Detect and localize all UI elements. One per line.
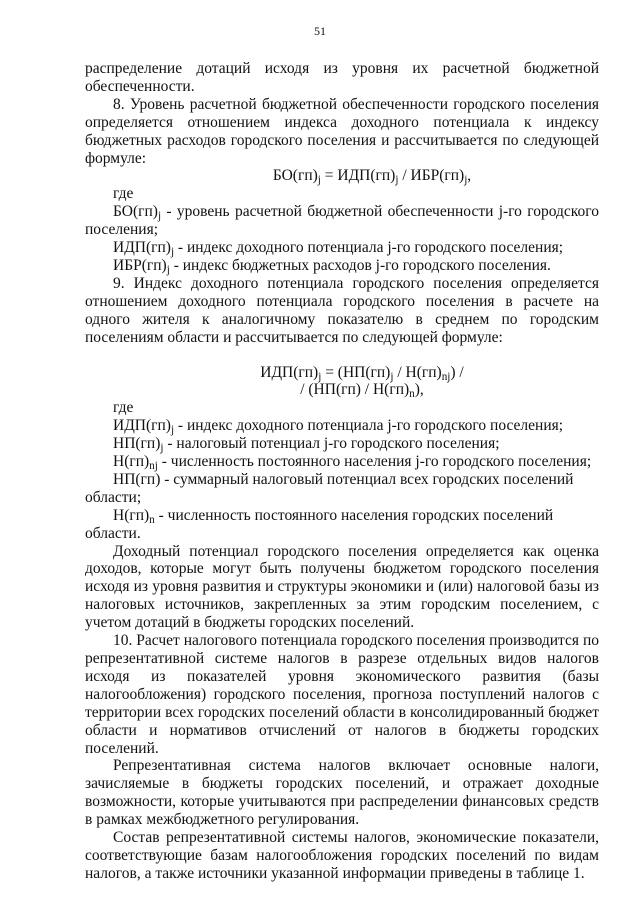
definition-item: $Н(гп)_{nj}$ - численность постоянного населения j-го городского поселения;	[113, 453, 592, 473]
text-line: обеспеченности.	[85, 77, 195, 95]
paragraph-income-potential: Доходный потенциал городского поселения определяется как оценка доходов, которые могут быть получены бюджетом городского поселения исходя из уровня развития и структуры экономики и (или) налоговой базы из налоговых источников, закрепленных за этим городским поселением, с учетом дотаций в бюджеты городских поселений.	[85, 542, 599, 632]
where-label: где	[113, 185, 134, 203]
paragraph-composition: Состав репрезентативной системы налогов, экономические показатели, соответствующие базам налогообложения городских поселений по видам налогов, а также источники указанной информации приведены в таблице 1.	[85, 829, 599, 882]
formula-idp-cont: / $(НП(гп) / Н(гп)_n)$,	[300, 381, 424, 401]
paragraph-8: 8. Уровень расчетной бюджетной обеспеченности городского поселения определяется отношением индекса доходного потенциала к индексу бюджетных расходов городского поселения и рассчитывается по следующей формуле:	[85, 95, 599, 167]
formula-bo: $БО(гп)_j = ИДП(гп)_j / ИБР(гп)_j$,	[272, 167, 472, 187]
formula-idp: $ИДП(гп)_j = (НП(гп)_j / Н(гп)_{nj})$ /	[260, 363, 464, 383]
definition-item: НП(гп) - суммарный налоговый потенциал всех городских поселений области;	[85, 470, 574, 506]
definition-item: $БО(гп)_j$ - уровень расчетной бюджетной обеспеченности j-го городского поселения;	[85, 203, 599, 239]
text-line: распределение дотаций исходя из уровня их расчетной бюджетной	[85, 60, 599, 77]
where-label: где	[113, 399, 134, 417]
page-number: 51	[314, 24, 326, 38]
definition-item: $ИДП(гп)_j$ - индекс доходного потенциала j-го городского поселения;	[113, 417, 564, 437]
paragraph-9: 9. Индекс доходного потенциала городского поселения определяется отношением доходного потенциала городского поселения в расчете на одного жителя к аналогичному показателю в среднем по городским поселениям области и рассчитывается по следующей формуле:	[85, 274, 599, 346]
definition-item: $ИДП(гп)_j$ - индекс доходного потенциала j-го городского поселения;	[113, 239, 564, 259]
definition-item: $Н(гп)_n$ - численность постоянного населения городских поселений области.	[85, 506, 554, 542]
paragraph-10: 10. Расчет налогового потенциала городского поселения производится по репрезентативной системе налогов в разрезе отдельных видов налогов исходя из показателей уровня экономического развития (базы налогообложения) городского поселения, прогноза поступлений налогов с территории всех городских поселений области в консолидированный бюджет области и нормативов отчислений от налогов в бюджеты городских поселений.	[85, 632, 599, 757]
page-body	[85, 60, 599, 883]
paragraph-representative-system: Репрезентативная система налогов включает основные налоги, зачисляемые в бюджеты городских поселений, и отражает доходные возможности, которые учитываются при распределении финансовых средств в рамках межбюджетного регулирования.	[85, 757, 599, 829]
definition-item: $НП(гп)_j$ - налоговый потенциал j-го городского поселения;	[113, 435, 500, 455]
definition-item: $ИБР(гп)_j$ - индекс бюджетных расходов j-го городского поселения.	[113, 256, 551, 277]
